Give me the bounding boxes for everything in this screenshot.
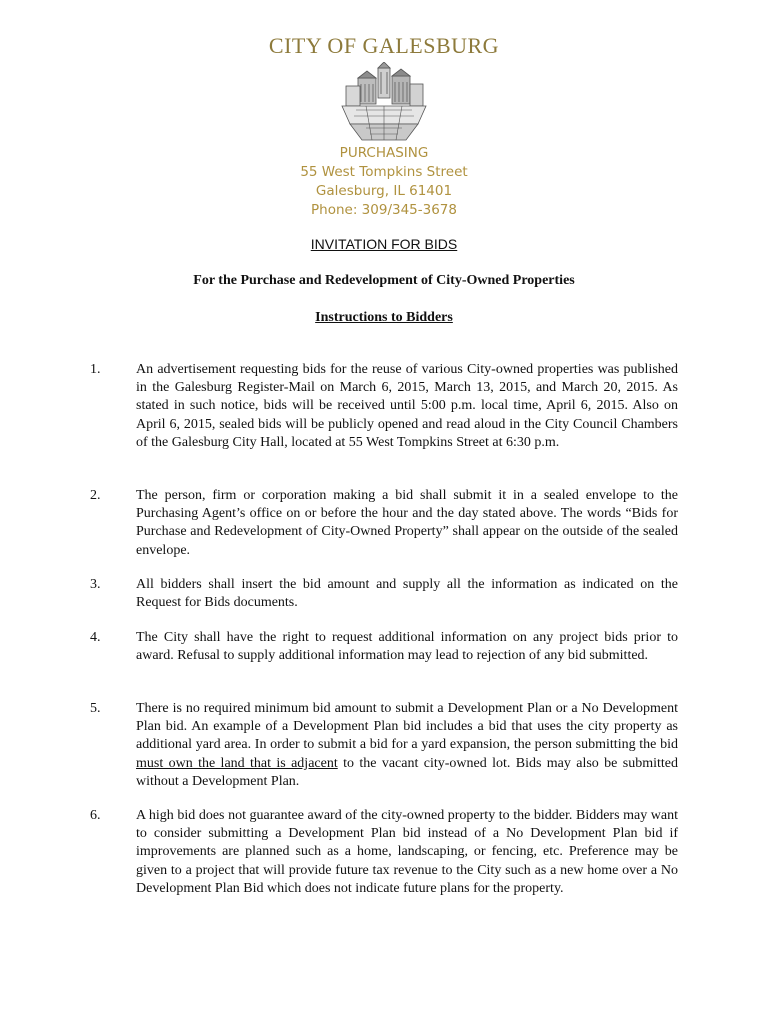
street-address: 55 West Tompkins Street <box>300 164 468 180</box>
item-text-part: to the vacant city-owned lot. Bids may also be submitted without a Development Plan. <box>136 755 678 789</box>
item-text <box>136 700 678 791</box>
item-text: All bidders shall insert the bid amount and supply all the information as indicated on the Request for Bids documents. <box>136 577 678 611</box>
department-name: PURCHASING <box>339 145 429 161</box>
item-text-part: There is no required minimum bid amount to submit a Development Plan or a No Development Plan bid. An example of a Development Plan bid includes a bid that uses the city property as additional yard area. In order to submit a bid for a yard expansion, the person submitting the bid <box>136 701 678 753</box>
item-number: 4. <box>90 630 101 645</box>
instructions-title: Instructions to Bidders <box>315 310 453 325</box>
item-text: The City shall have the right to request additional information on any project bids prior to award. Refusal to supply additional information may lead to rejection of any bid submitted. <box>136 630 678 664</box>
underlined-requirement: must own the land that is adjacent <box>136 755 338 771</box>
item-number: 6. <box>90 808 101 823</box>
item-number: 1. <box>90 362 101 377</box>
document-heading: INVITATION FOR BIDS <box>310 236 458 252</box>
item-text: The person, firm or corporation making a bid shall submit it in a sealed envelope to the Purchasing Agent’s office on or before the hour and the day stated above. The words “Bids for Purchase and Redevelopment of City-Owned Property” shall appear on the outside of the sealed envelope. <box>136 488 678 558</box>
item-number: 5. <box>90 701 101 716</box>
city-state-zip: Galesburg, IL 61401 <box>315 183 453 199</box>
item-number: 3. <box>90 577 101 592</box>
department-address-block <box>0 144 768 220</box>
item-number: 2. <box>90 488 101 503</box>
phone-number: Phone: 309/345-3678 <box>311 202 457 218</box>
item-text: A high bid does not guarantee award of the city-owned property to the bidder. Bidders may want to consider submitting a Development Plan bid instead of a No Development Plan bid if improvements are planned such as a home, landscaping, or fencing, etc. Preference may be given to a project that will provide future tax revenue to the City such as a new home over a No Development Plan Bid which does not indicate future plans for the property. <box>136 808 678 896</box>
item-text: An advertisement requesting bids for the reuse of various City-owned properties was published in the Galesburg Register-Mail on March 6, 2015, March 13, 2015, and March 20, 2015. As stated in such notice, bids will be received until 5:00 p.m. local time, April 6, 2015. Also on April 6, 2015, sealed bids will be publicly opened and read aloud in the City Council Chambers of the Galesburg City Hall, located at 55 West Tompkins Street at 6:30 p.m. <box>136 362 678 450</box>
document-subtitle: For the Purchase and Redevelopment of City-Owned Properties <box>193 273 575 288</box>
city-skyline-illustration-icon <box>336 62 432 142</box>
city-title: CITY OF GALESBURG <box>268 33 500 58</box>
